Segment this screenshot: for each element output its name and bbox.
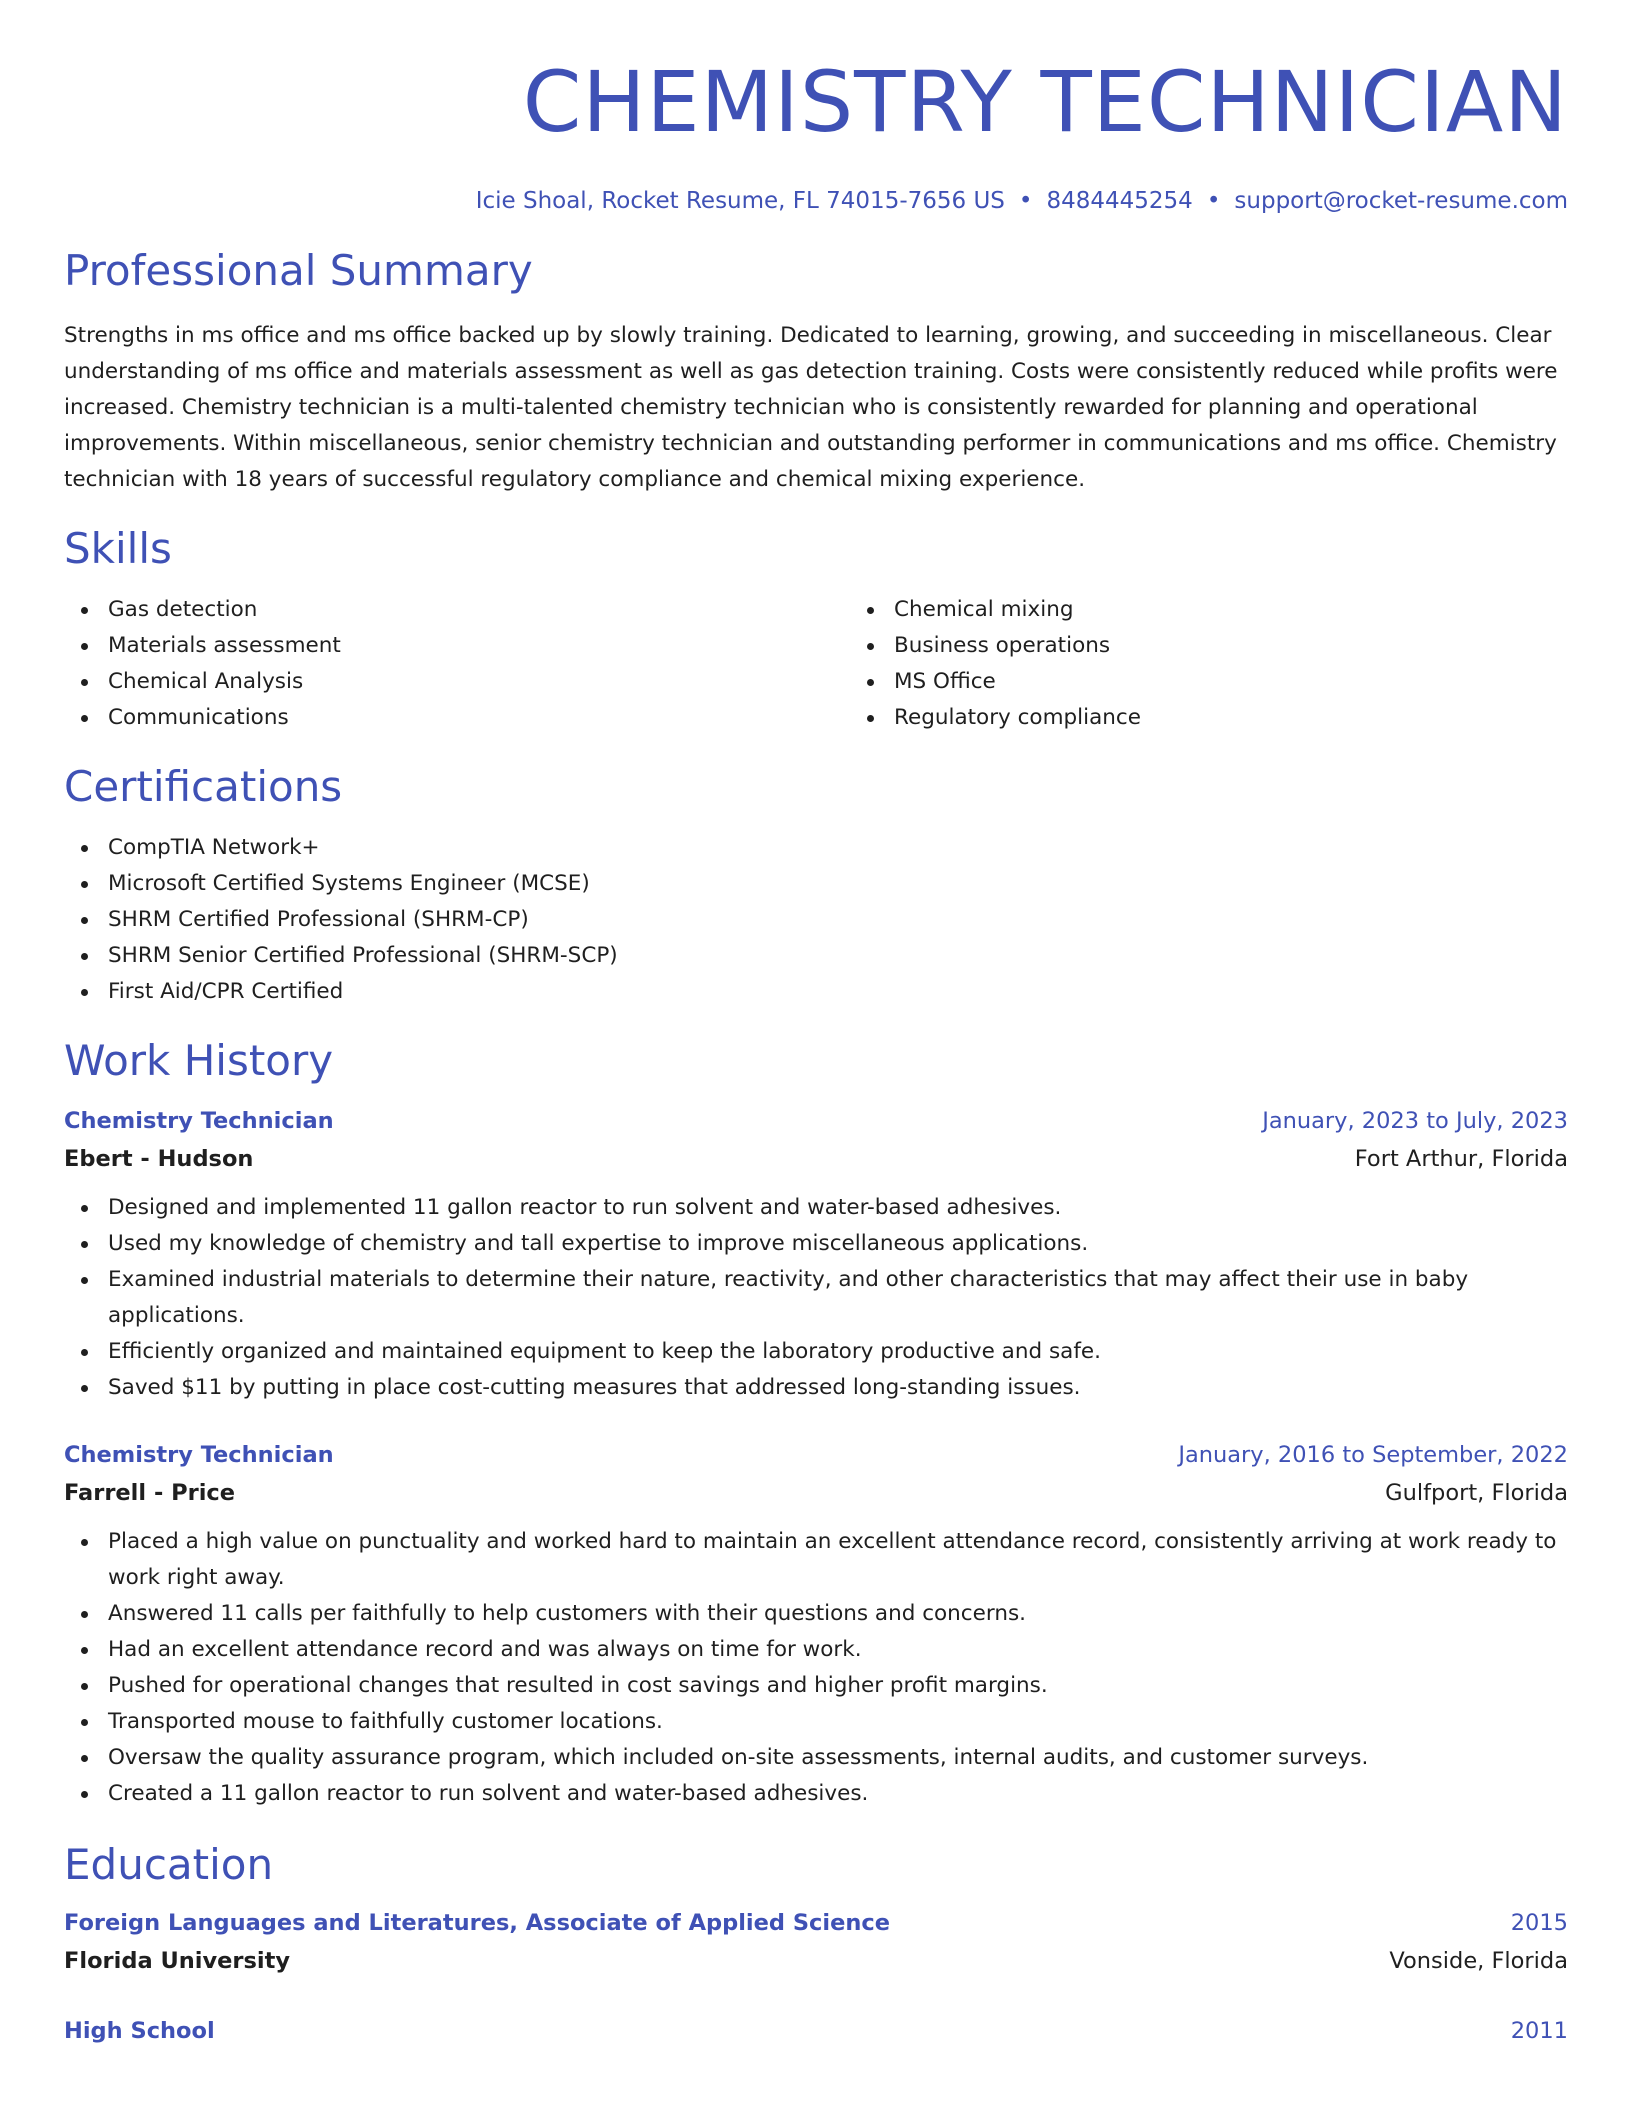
skill-item: Regulatory compliance [894,700,1568,736]
job-bullet: Had an excellent attendance record and was always on time for work. [108,1632,1568,1668]
job-location: Gulfport, Florida [1385,1480,1568,1506]
skill-item: Communications [108,700,850,736]
job-entry [64,1436,1568,1812]
job-company: Farrell - Price [64,1480,236,1506]
job-bullet: Saved $11 by putting in place cost-cutting measures that addressed long-standing issues. [108,1370,1568,1406]
contact-phone: 8484445254 [1046,188,1193,214]
job-title: Chemistry Technician [64,1108,334,1134]
skill-item: Business operations [894,628,1568,664]
skill-item: Gas detection [108,592,850,628]
education-entry [64,2012,1568,2050]
education-degree: High School [64,2018,215,2044]
job-bullet: Designed and implemented 11 gallon reactor to run solvent and water-based adhesives. [108,1190,1568,1226]
job-entry [64,1102,1568,1406]
contact-separator: • [1206,188,1221,214]
job-bullet: Oversaw the quality assurance program, which included on-site assessments, internal audits, and customer surveys. [108,1740,1568,1776]
education-heading: Education [64,1840,274,1889]
education-entry [64,1904,1568,1980]
certifications-list [64,830,1568,1010]
education-location: Vonside, Florida [1389,1948,1568,1974]
job-bullet: Efficiently organized and maintained equipment to keep the laboratory productive and safe. [108,1334,1568,1370]
job-bullet: Used my knowledge of chemistry and tall expertise to improve miscellaneous applications. [108,1226,1568,1262]
job-bullet: Placed a high value on punctuality and worked hard to maintain an excellent attendance record, consistently arriving at work ready to work right away. [108,1524,1568,1596]
education-subheader [64,1942,1568,1980]
job-subheader [64,1474,1568,1512]
certification-item: CompTIA Network+ [108,830,1568,866]
skills-column-right [850,592,1568,736]
job-bullets [64,1190,1568,1406]
job-header [64,1436,1568,1474]
summary-heading: Professional Summary [64,246,533,295]
skill-item: Materials assessment [108,628,850,664]
job-location: Fort Arthur, Florida [1354,1146,1568,1172]
contact-separator: • [1018,188,1033,214]
skills-column-left [64,592,850,736]
job-dates: January, 2023 to July, 2023 [1262,1108,1568,1134]
education-header [64,1904,1568,1942]
job-bullet: Transported mouse to faithfully customer locations. [108,1704,1568,1740]
job-bullet: Pushed for operational changes that resulted in cost savings and higher profit margins. [108,1668,1568,1704]
job-bullet: Answered 11 calls per faithfully to help customers with their questions and concerns. [108,1596,1568,1632]
job-bullets [64,1524,1568,1812]
education-year: 2015 [1510,1910,1568,1936]
job-title: Chemistry Technician [64,1442,334,1468]
resume-title: CHEMISTRY TECHNICIAN [522,53,1568,151]
contact-line [64,186,1568,216]
education-header [64,2012,1568,2050]
certification-item: SHRM Senior Certified Professional (SHRM-SCP) [108,938,1568,974]
job-bullet: Created a 11 gallon reactor to run solvent and water-based adhesives. [108,1776,1568,1812]
skill-item: Chemical mixing [894,592,1568,628]
skills-list [64,592,1568,736]
skill-item: MS Office [894,664,1568,700]
skill-item: Chemical Analysis [108,664,850,700]
contact-address: Icie Shoal, Rocket Resume, FL 74015-7656 US [475,188,1005,214]
skills-heading: Skills [64,524,172,573]
certification-item: First Aid/CPR Certified [108,974,1568,1010]
job-bullet: Examined industrial materials to determine their nature, reactivity, and other characteristics that may affect their use in baby applications. [108,1262,1568,1334]
summary-text: Strengths in ms office and ms office backed up by slowly training. Dedicated to learning, growing, and succeeding in miscellaneous. Clear understanding of ms office and materials assessment as well as gas detection training. Costs were consistently reduced while profits were increased. Chemistry technician is a multi-talented chemistry technician who is consistently rewarded for planning and operational improvements. Within miscellaneous, senior chemistry technician and outstanding performer in communications and ms office. Chemistry technician with 18 years of successful regulatory compliance and chemical mixing experience. [64,323,1558,492]
education-year: 2011 [1510,2018,1568,2044]
certifications-heading: Certifications [64,762,343,811]
job-company: Ebert - Hudson [64,1146,254,1172]
education-degree: Foreign Languages and Literatures, Associate of Applied Science [64,1910,890,1936]
work-history-heading: Work History [64,1036,334,1085]
education-school: Florida University [64,1948,291,1974]
certification-item: SHRM Certified Professional (SHRM-CP) [108,902,1568,938]
certification-item: Microsoft Certified Systems Engineer (MCSE) [108,866,1568,902]
job-dates: January, 2016 to September, 2022 [1178,1442,1568,1468]
job-header [64,1102,1568,1140]
contact-email[interactable]: support@rocket-resume.com [1234,188,1568,214]
job-subheader [64,1140,1568,1178]
